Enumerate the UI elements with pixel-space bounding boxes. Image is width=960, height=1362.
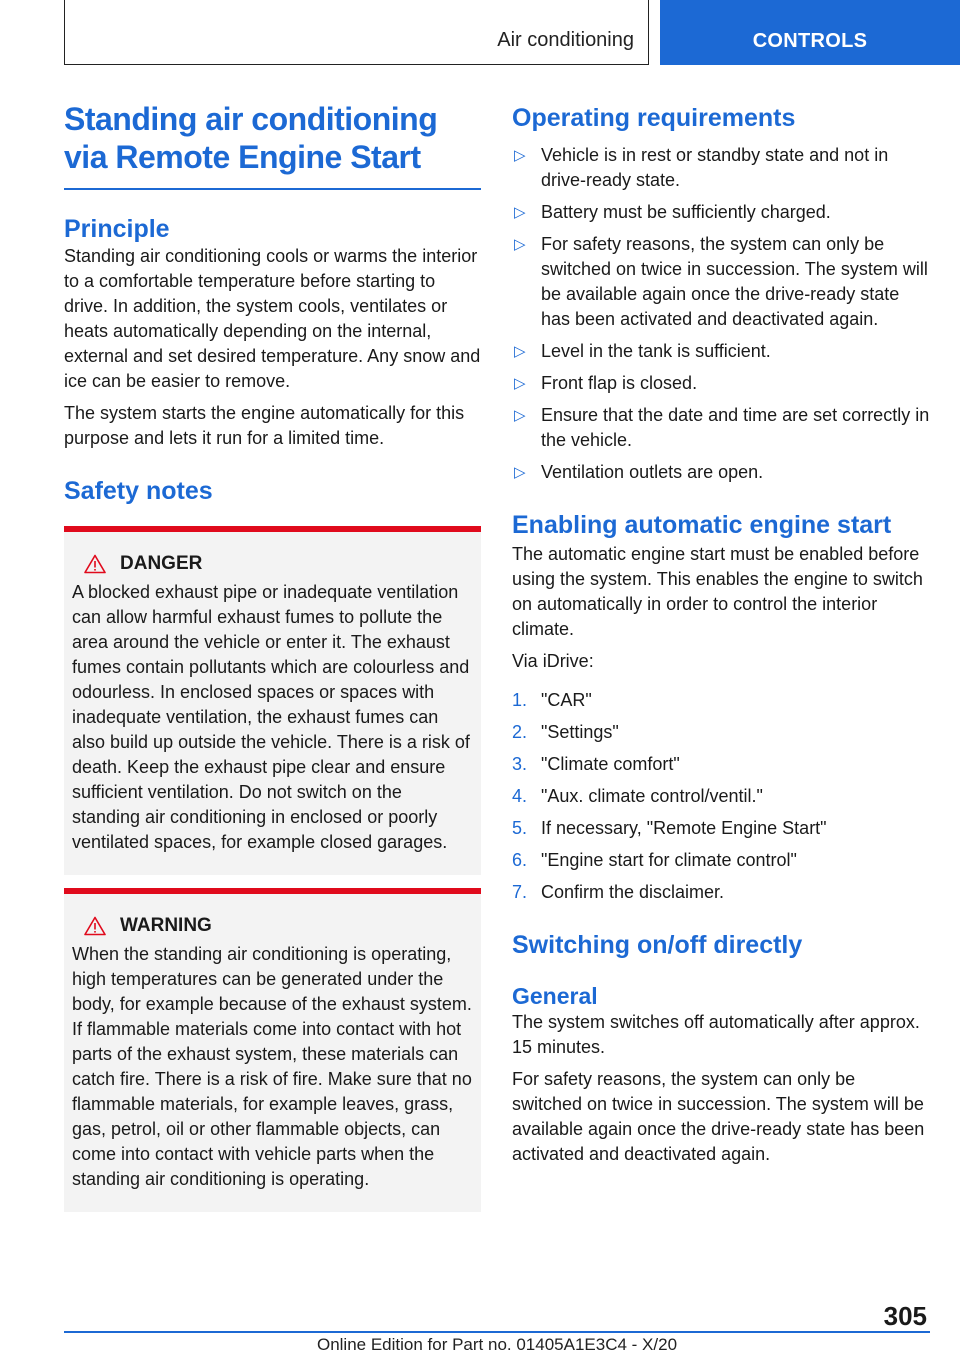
danger-text: A blocked exhaust pipe or inadequate ventilation can allow harmful exhaust fumes to pollute the area around the vehicle or enter it. The exhaust fumes contain pollutants which are colourless and odourless. In enclosed spaces or spaces with inadequate ventilation, the exhaust fumes can also build up outside the vehicle. There is a risk of death. Keep the exhaust pipe clear and ensure sufficient ventilation. Do not switch on the standing air conditioning in enclosed or poorly ventilated spaces, for example closed garages. xyxy=(72,581,470,852)
list-item xyxy=(512,232,930,332)
right-column xyxy=(512,100,930,1167)
list-item xyxy=(512,688,930,713)
triangle-right-icon: ▷ xyxy=(514,236,526,253)
page-number: 305 xyxy=(883,1301,927,1331)
warning-box xyxy=(64,888,481,1212)
title-divider xyxy=(64,188,481,190)
list-item xyxy=(512,848,930,873)
requirement-text: Vehicle is in rest or standby state and not in drive-ready state. xyxy=(541,145,889,190)
switching-heading: Switching on/off directly xyxy=(512,931,803,959)
list-item xyxy=(512,403,930,453)
requirement-text: Battery must be sufficiently charged. xyxy=(541,202,831,222)
step-text: "Engine start for climate control" xyxy=(541,850,797,870)
requirement-text: Level in the tank is sufficient. xyxy=(541,341,771,361)
general-heading: General xyxy=(512,983,598,1009)
list-item xyxy=(512,200,930,225)
left-column xyxy=(64,100,481,1212)
enabling-paragraph: The automatic engine start must be enabled before using the system. This enables the engine to switch on automatically in order to control the interior climate. xyxy=(512,544,923,639)
list-item xyxy=(512,339,930,364)
step-number: 4. xyxy=(512,786,528,806)
requirement-text: Ensure that the date and time are set correctly in the vehicle. xyxy=(541,405,930,450)
warning-title xyxy=(72,914,473,938)
page-title-line2: via Remote Engine Start xyxy=(64,139,421,175)
step-text: "CAR" xyxy=(541,690,592,710)
step-text: Confirm the disclaimer. xyxy=(541,882,725,902)
requirements-list xyxy=(512,143,930,485)
step-text: "Settings" xyxy=(541,722,619,742)
step-number: 6. xyxy=(512,850,528,870)
principle-heading: Principle xyxy=(64,214,170,243)
step-text: If necessary, "Remote Engine Start" xyxy=(541,818,827,838)
list-item xyxy=(512,143,930,193)
list-item xyxy=(512,460,930,485)
principle-paragraph-1: Standing air conditioning cools or warms the interior to a comfortable temperature before starting to drive. In addition, the system cools, ventilates or heats automatically depending on the internal, external and set desired temperature. Any snow and ice can be easier to remove. xyxy=(64,245,481,391)
via-idrive-label: Via iDrive: xyxy=(512,651,594,671)
warning-triangle-icon xyxy=(84,916,106,936)
step-number: 1. xyxy=(512,690,528,710)
danger-title xyxy=(72,552,473,576)
triangle-right-icon: ▷ xyxy=(514,147,526,164)
page-title-line1: Standing air conditioning xyxy=(64,101,438,137)
list-item xyxy=(512,816,930,841)
footer-divider xyxy=(64,1331,930,1333)
triangle-right-icon: ▷ xyxy=(514,343,526,360)
safety-notes-heading: Safety notes xyxy=(64,476,213,505)
step-number: 7. xyxy=(512,882,528,902)
list-item xyxy=(512,784,930,809)
triangle-right-icon: ▷ xyxy=(514,407,526,424)
header-section-box xyxy=(64,0,649,65)
page-title xyxy=(64,100,481,176)
step-text: "Climate comfort" xyxy=(541,754,680,774)
general-paragraph-2: For safety reasons, the system can only be switched on twice in succession. The system will be available again once the drive-ready state has been activated and deactivated again. xyxy=(512,1069,925,1164)
requirement-text: For safety reasons, the system can only be switched on twice in succession. The system will be available again once the drive-ready state has been activated and deactivated again. xyxy=(541,234,928,329)
triangle-right-icon: ▷ xyxy=(514,375,526,392)
list-item xyxy=(512,371,930,396)
step-text: "Aux. climate control/ventil." xyxy=(541,786,763,806)
list-item xyxy=(512,752,930,777)
footer-edition: Online Edition for Part no. 01405A1E3C4 - X/20 xyxy=(316,1335,678,1354)
idrive-steps xyxy=(512,688,930,905)
requirement-text: Ventilation outlets are open. xyxy=(541,462,764,482)
enabling-heading: Enabling automatic engine start xyxy=(512,511,892,539)
danger-label: DANGER xyxy=(120,552,203,574)
warning-text: When the standing air conditioning is operating, high temperatures can be generated under the body, for example because of the exhaust system. If flammable materials come into contact with hot parts of the exhaust system, these materials can catch fire. There is a risk of fire. Make sure that no flammable materials, for example leaves, grass, gas, petrol, oil or other flammable objects, can come into contact with vehicle parts when the standing air conditioning is operating. xyxy=(72,943,472,1189)
general-paragraph-1: The system switches off automatically after approx. 15 minutes. xyxy=(512,1012,920,1057)
list-item xyxy=(512,880,930,905)
requirement-text: Front flap is closed. xyxy=(541,373,698,393)
step-number: 2. xyxy=(512,722,528,742)
warning-triangle-icon xyxy=(84,554,106,574)
header-chapter-title: CONTROLS xyxy=(752,30,868,52)
header-section-title: Air conditioning xyxy=(497,29,634,51)
operating-requirements-heading: Operating requirements xyxy=(512,104,796,132)
step-number: 5. xyxy=(512,818,528,838)
triangle-right-icon: ▷ xyxy=(514,204,526,221)
principle-paragraph-2: The system starts the engine automatically for this purpose and lets it run for a limited time. xyxy=(64,402,465,448)
list-item xyxy=(512,720,930,745)
danger-box xyxy=(64,526,481,875)
step-number: 3. xyxy=(512,754,528,774)
header-chapter-tab xyxy=(660,0,960,65)
warning-label: WARNING xyxy=(120,914,212,936)
triangle-right-icon: ▷ xyxy=(514,464,526,481)
